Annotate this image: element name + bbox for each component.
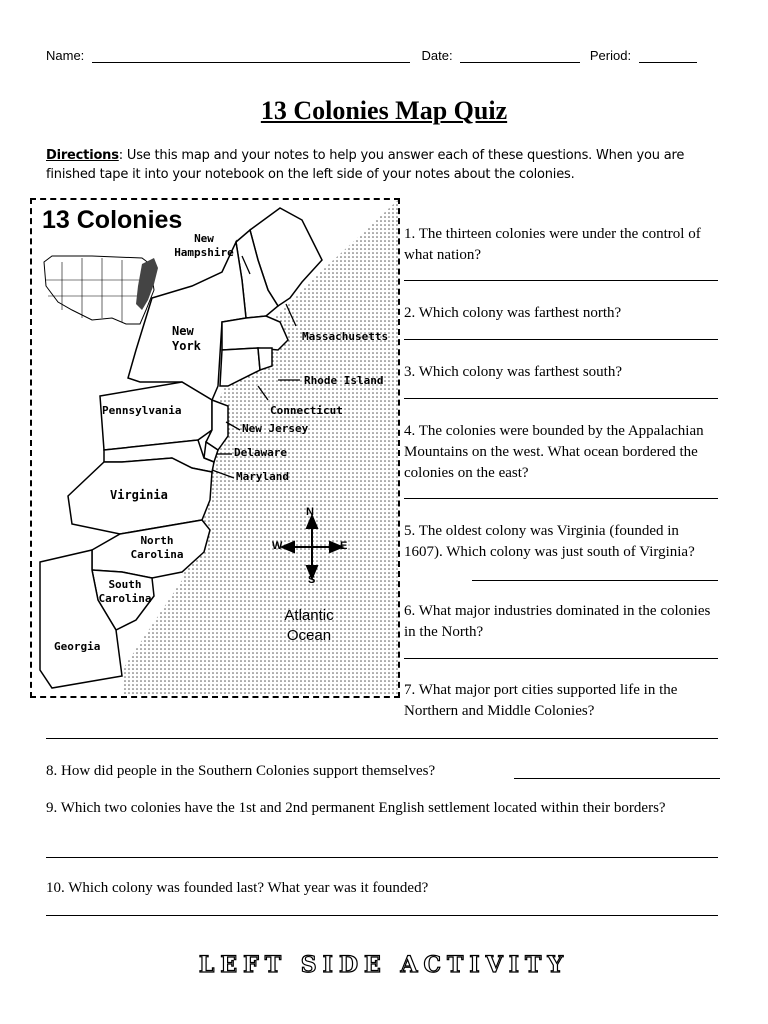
- question-6: 6. What major industries dominated in the colonies in the North?: [404, 603, 711, 640]
- question-4: 4. The colonies were bounded by the Appalachian Mountains on the west. What ocean bordered the colonies on the east?: [404, 423, 704, 481]
- answer-line-3[interactable]: [404, 398, 718, 399]
- label-delaware: Delaware: [234, 446, 287, 459]
- label-massachusetts: Massachusetts: [302, 330, 389, 343]
- answer-line-10[interactable]: [46, 915, 718, 916]
- label-new-jersey: New Jersey: [242, 422, 309, 435]
- header-fields: [46, 48, 697, 63]
- question-9: 9. Which two colonies have the 1st and 2nd permanent English settlement located within their borders?: [46, 800, 666, 816]
- period-field[interactable]: [639, 50, 697, 63]
- label-atlantic-ocean: Atlantic Ocean: [284, 607, 334, 644]
- label-south-carolina: South Carolina: [98, 578, 152, 605]
- label-rhode-island: Rhode Island: [304, 374, 384, 387]
- question-5: 5. The oldest colony was Virginia (founded in 1607). Which colony was just south of Virginia?: [404, 523, 695, 560]
- answer-line-8[interactable]: [514, 778, 720, 779]
- answer-line-4[interactable]: [404, 498, 718, 499]
- map-title: 13 Colonies: [42, 206, 183, 234]
- date-label: Date:: [421, 48, 453, 63]
- us-inset-map: [44, 256, 158, 324]
- question-7: 7. What major port cities supported life in the Northern and Middle Colonies?: [404, 682, 678, 719]
- directions-text: : Use this map and your notes to help you answer each of these questions. When you are finished tape it into your notebook on the left side of your notes about the colonies.: [46, 148, 685, 182]
- label-north-carolina: North Carolina: [130, 534, 184, 561]
- answer-line-2[interactable]: [404, 339, 718, 340]
- period-label: Period:: [589, 48, 632, 63]
- question-2: 2. Which colony was farthest north?: [404, 305, 622, 321]
- name-field[interactable]: [92, 50, 410, 63]
- rhode-island-shape: [258, 348, 272, 370]
- footer-banner: LEFT SIDE ACTIVITY: [198, 952, 570, 978]
- compass-w: W: [272, 540, 283, 552]
- page-title: 13 Colonies Map Quiz: [260, 96, 508, 125]
- answer-line-5[interactable]: [472, 580, 718, 581]
- answer-line-6[interactable]: [404, 658, 718, 659]
- compass-s: S: [308, 574, 316, 586]
- question-3: 3. Which colony was farthest south?: [404, 364, 623, 380]
- directions-label: Directions: [46, 148, 119, 163]
- label-new-york: New York: [172, 324, 201, 353]
- answer-line-7[interactable]: [46, 738, 718, 739]
- label-georgia: Georgia: [54, 640, 101, 653]
- label-connecticut: Connecticut: [270, 404, 343, 417]
- label-maryland: Maryland: [236, 470, 289, 483]
- compass-n: N: [306, 506, 314, 518]
- label-virginia: Virginia: [110, 488, 168, 502]
- label-new-hampshire: New Hampshire: [174, 232, 234, 259]
- question-10: 10. Which colony was founded last? What year was it founded?: [46, 880, 429, 896]
- colonies-map: [30, 198, 400, 698]
- massachusetts-shape: [222, 316, 288, 350]
- answer-line-1[interactable]: [404, 280, 718, 281]
- name-label: Name:: [46, 48, 85, 63]
- date-field[interactable]: [460, 50, 580, 63]
- answer-line-9[interactable]: [46, 857, 718, 858]
- question-1: 1. The thirteen colonies were under the control of what nation?: [404, 226, 701, 263]
- question-8: 8. How did people in the Southern Colonies support themselves?: [46, 763, 436, 779]
- directions: [46, 146, 706, 184]
- compass-e: E: [340, 540, 348, 552]
- label-pennsylvania: Pennsylvania: [102, 404, 182, 417]
